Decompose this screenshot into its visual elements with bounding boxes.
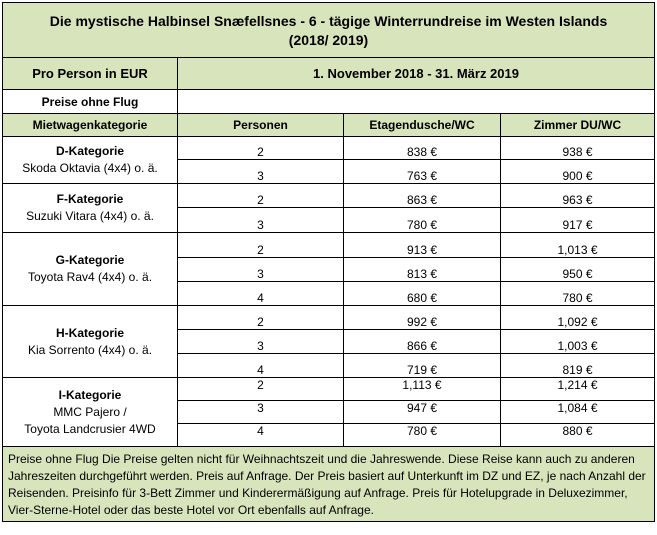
preise-ohne-flug-label: Preise ohne Flug xyxy=(3,90,178,114)
category-cell xyxy=(3,306,178,378)
etage-price-cell: 992 € xyxy=(344,306,501,330)
car-model: Suzuki Vitara (4x4) o. ä. xyxy=(26,209,154,223)
persons-cell: 3 xyxy=(178,208,344,233)
persons-cell: 2 xyxy=(178,378,344,401)
etage-price-cell: 780 € xyxy=(344,424,501,447)
zimmer-price-cell: 880 € xyxy=(501,424,655,447)
etage-price-cell: 866 € xyxy=(344,330,501,354)
category-name: F-Kategorie xyxy=(56,192,124,206)
persons-cell: 4 xyxy=(178,282,344,306)
persons-cell: 2 xyxy=(178,306,344,330)
car-model: MMC Pajero / xyxy=(53,404,127,419)
persons-cell: 2 xyxy=(178,233,344,258)
empty-cell xyxy=(178,90,655,114)
car-model: Toyota Landcrusier 4WD xyxy=(24,421,156,436)
persons-cell: 3 xyxy=(178,330,344,354)
category-name: I-Kategorie xyxy=(58,387,122,402)
price-table xyxy=(2,2,655,522)
header-persons: Personen xyxy=(178,114,344,137)
table-row xyxy=(3,137,655,160)
zimmer-price-cell: 1,092 € xyxy=(501,306,655,330)
zimmer-price-cell: 1,003 € xyxy=(501,330,655,354)
table-row xyxy=(3,378,655,401)
zimmer-price-cell: 917 € xyxy=(501,208,655,233)
category-name: G-Kategorie xyxy=(55,253,125,267)
category-cell xyxy=(3,184,178,233)
etage-price-cell: 680 € xyxy=(344,282,501,306)
zimmer-price-cell: 1,013 € xyxy=(501,233,655,258)
persons-cell: 4 xyxy=(178,424,344,447)
etage-price-cell: 947 € xyxy=(344,401,501,424)
persons-cell: 3 xyxy=(178,160,344,184)
category-name: H-Kategorie xyxy=(55,325,124,340)
header-zimmer: Zimmer DU/WC xyxy=(501,114,655,137)
pro-person-label: Pro Person in EUR xyxy=(3,58,178,90)
persons-cell: 2 xyxy=(178,184,344,208)
zimmer-price-cell: 938 € xyxy=(501,137,655,160)
period-label: 1. November 2018 - 31. März 2019 xyxy=(178,58,655,90)
etage-price-cell: 863 € xyxy=(344,184,501,208)
page-title xyxy=(3,3,655,58)
etage-price-cell: 780 € xyxy=(344,208,501,233)
table-row xyxy=(3,233,655,258)
zimmer-price-cell: 780 € xyxy=(501,282,655,306)
car-model: Toyota Rav4 (4x4) o. ä. xyxy=(27,270,153,284)
table-row xyxy=(3,184,655,208)
zimmer-price-cell: 900 € xyxy=(501,160,655,184)
car-model: Skoda Oktavia (4x4) o. ä. xyxy=(22,161,158,175)
category-cell xyxy=(3,233,178,306)
table-row xyxy=(3,306,655,330)
header-etage: Etagendusche/WC xyxy=(344,114,501,137)
persons-cell: 3 xyxy=(178,401,344,424)
zimmer-price-cell: 950 € xyxy=(501,258,655,282)
etage-price-cell: 719 € xyxy=(344,354,501,378)
category-name: D-Kategorie xyxy=(55,144,124,158)
zimmer-price-cell: 963 € xyxy=(501,184,655,208)
etage-price-cell: 763 € xyxy=(344,160,501,184)
etage-price-cell: 813 € xyxy=(344,258,501,282)
zimmer-price-cell: 1,084 € xyxy=(501,401,655,424)
persons-cell: 3 xyxy=(178,258,344,282)
header-category: Mietwagenkategorie xyxy=(3,114,178,137)
title-line-2: (2018/ 2019) xyxy=(288,32,369,48)
persons-cell: 4 xyxy=(178,354,344,378)
zimmer-price-cell: 819 € xyxy=(501,354,655,378)
persons-cell: 2 xyxy=(178,137,344,160)
etage-price-cell: 1,113 € xyxy=(344,378,501,401)
etage-price-cell: 838 € xyxy=(344,137,501,160)
category-cell xyxy=(3,378,178,447)
etage-price-cell: 913 € xyxy=(344,233,501,258)
car-model: Kia Sorrento (4x4) o. ä. xyxy=(27,342,153,357)
category-cell xyxy=(3,137,178,184)
zimmer-price-cell: 1,214 € xyxy=(501,378,655,401)
title-line-1: Die mystische Halbinsel Snæfellsnes - 6 - tägige Winterrundreise im Westen Islands xyxy=(49,13,608,29)
footnote: Preise ohne Flug Die Preise gelten nicht für Weihnachtszeit und die Jahreswende. Diese Reise kann auch zu anderen Jahreszeiten durchgeführt werden. Preis auf Anfrage. Der Preis basiert auf Unterkunft im DZ und EZ, je nach Anzahl der Reisenden. Preisinfo für 3-Bett Zimmer und Kinderermäßigung auf Anfrage. Preis für Hotelupgrade in Deluxezimmer, Vier-Sterne-Hotel oder das beste Hotel vor Ort ebenfalls auf Anfrage. xyxy=(3,447,655,522)
